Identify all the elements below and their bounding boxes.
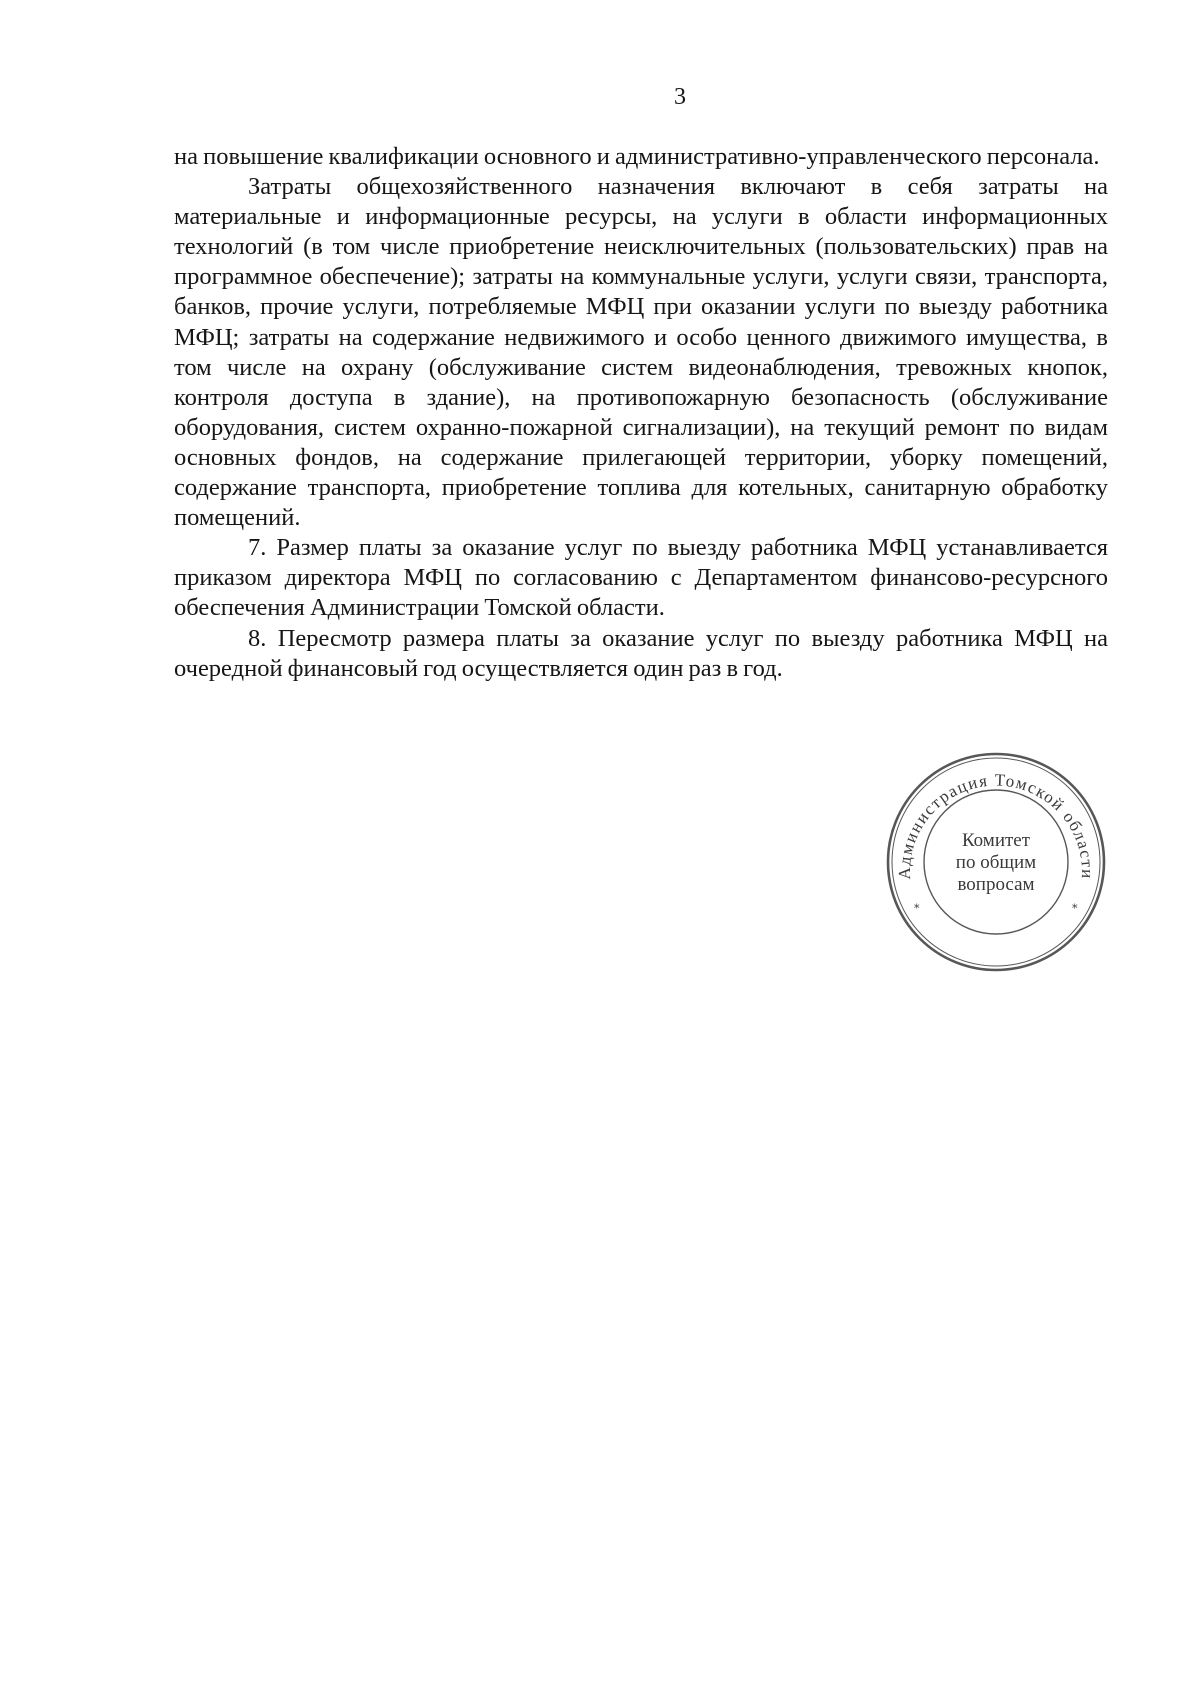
paragraph-item-8: 8. Пересмотр размера платы за оказание услуг по выезду работника МФЦ на очередной финансовый год осуществляется один раз в год. (174, 624, 1108, 682)
stamp-star-left: * (914, 902, 920, 915)
stamp-center-line-1: Комитет (961, 830, 1031, 851)
paragraph-item-7: 7. Размер платы за оказание услуг по выезду работника МФЦ устанавливается приказом директора МФЦ по согласованию с Департаментом финансово-ресурсного обеспечения Администрации Томской области. (174, 534, 1108, 622)
paragraph-continuation: на повышение квалификации основного и административно-управленческого персонала. (174, 143, 1100, 170)
paragraph-overhead-costs: Затраты общехозяйственного назначения включают в себя затраты на материальные и информационные ресурсы, на услуги в области информационных технологий (в том числе приобретение неисключительных (пользовательских) прав на программное обеспечение); затраты на коммунальные услуги, услуги связи, транспорта, банков, прочие услуги, потребляемые МФЦ при оказании услуги по выезду работника МФЦ; затраты на содержание недвижимого и особо ценного движимого имущества, в том числе на охрану (обслуживание систем видеонаблюдения, тревожных кнопок, контроля доступа в здание), на противопожарную безопасность (обслуживание оборудования, систем охранно-пожарной сигнализации), на текущий ремонт по видам основных фондов, на содержание прилегающей территории, уборку помещений, содержание транспорта, приобретение топлива для котельных, санитарную обработку помещений. (174, 173, 1108, 532)
stamp-center-line-3: вопросам (957, 874, 1035, 895)
stamp-star-right: * (1072, 902, 1078, 915)
document-body (174, 142, 1108, 684)
stamp-center-line-2: по общим (955, 852, 1037, 873)
stamp-ring-text: Администрация Томской области (894, 770, 1098, 881)
page-number: 3 (674, 84, 686, 110)
official-stamp (884, 750, 1108, 974)
